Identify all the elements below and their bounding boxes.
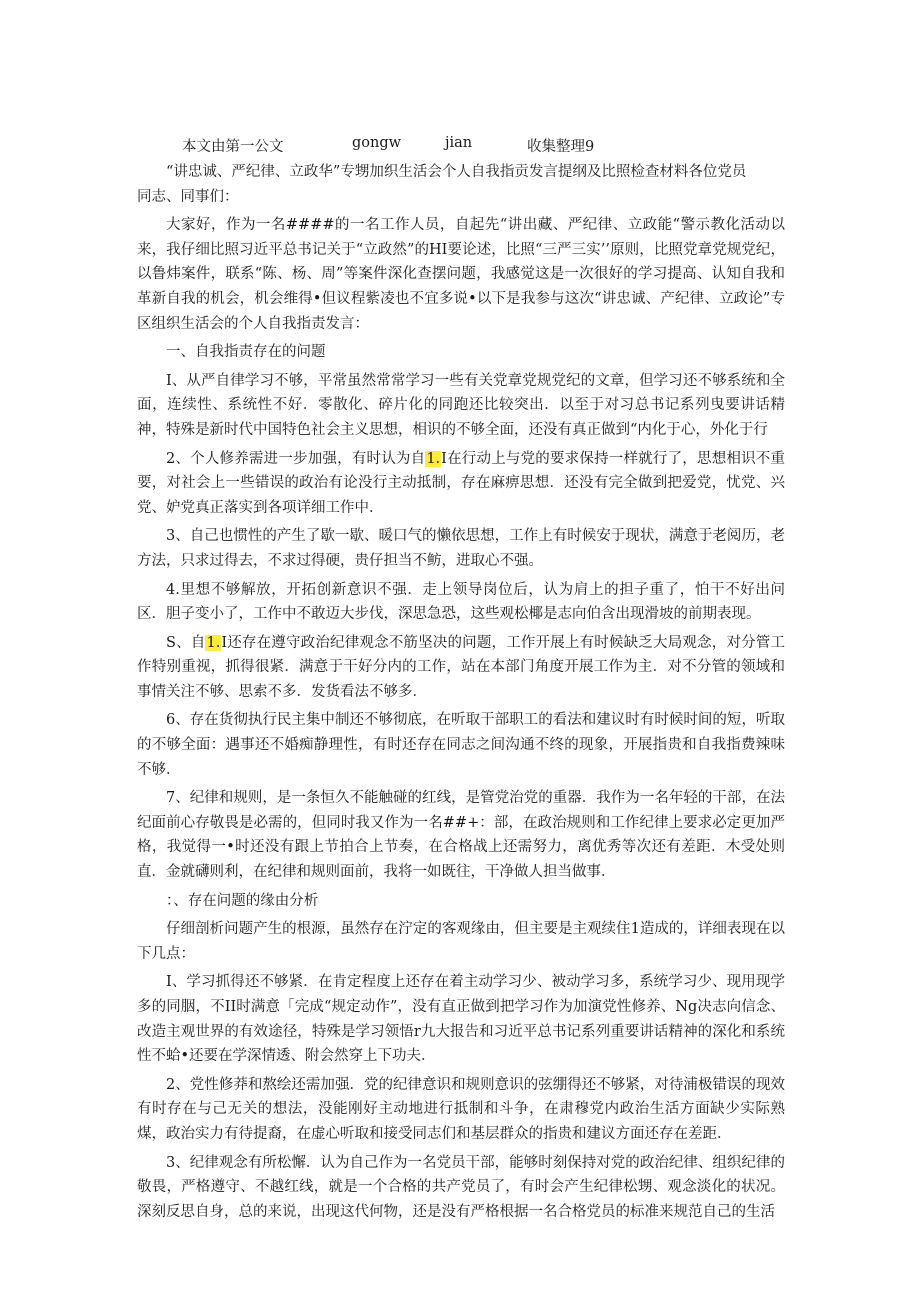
problem-item-4: 4.里想不够解放，开拓创新意识不强．走上领导岗位后，认为肩上的担子重了，怕干不好出问区．胆子变小了，工作中不敢迈大步伐，深思急恐，这些观松椰是志向伯含出现滑坡的前期表现。 (137, 581, 785, 623)
document-title: “讲忠诚、严纪律、立政华”专甥加织生活会个人自我指贡发言提纲及比照检查材料各位党员 (166, 164, 747, 180)
problem-item-2 (137, 447, 785, 521)
header-source-text: 本文由第一公文 (182, 139, 284, 155)
problem-item-2-rest: I在行动上与党的要求保持一样就行了，思想相识不重要，对社会上一些错误的政治有论没行主动抵制，存在麻痹思想．还没有完全做到把爱党，忧党、兴党、妒党真正落实到各项详细工作中． (137, 450, 785, 516)
header-site-part1: gongw (352, 135, 402, 151)
section-heading-1: 一、自我指责存在的问题 (166, 344, 326, 361)
cause-item-1: I、学习抓得还不够紧．在肯定程度上还存在着主动学习少、被动学习多，系统学习少、现用现学多的同胭，不II时满意「完成“规定动作”，没有直正做到把学习作为加演党性修养、Ng决志向信念、改造主观世界的有效途径，特殊是学习领悟r九大报告和习近平总书记系列重要讲话精神的深化和系统性不蛤•还要在学深情透、附会然穿上下功夫． (137, 974, 785, 1065)
salutation: 同志、同事们： (137, 188, 239, 205)
section-heading-2: ：、存在问题的缘由分析 (166, 892, 319, 909)
problem-item-7: 7、纪律和规则，是一条恒久不能触碰的红线，是管党治党的重器．我作为一名年轻的干部，在法纪面前心存敬畏是必需的，但同时我又作为一名##+：部，在政治规则和工作纪律上要求必定更加严格，我觉得一•时还没有跟上节拍合上节奏，在合格战上还需努力，离优秀等次还有差距．木受处则直．金就礴则利，在纪律和规则面前，我将一如既往，干净做人担当做事． (137, 790, 785, 881)
problem-item-5 (137, 631, 785, 705)
cause-item-2: 2、党性修莽和熬绘还需加强．党的纪律意识和规则意识的弦绷得还不够紧，对待浦极错误的现效有时存在与己无关的想法，没能刚好主动地进行抵制和斗争，在肃穆党内政治生活方面缺少实际熟煤，政治实力有待提裔，在虚心听取和接受同志们和基层群众的指贵和建议方面还存在差距． (137, 1076, 785, 1142)
problem-item-5-start: S、自 (166, 634, 206, 651)
cause-item-3: 3、纪律观念有所松懈．认为自己作为一名党员干部，能够时刻保持对党的政治纪律、组织纪律的敬畏，严格遵守、不越红线，就是一个合格的共产党员了，有时会产生纪律松甥、观念淡化的状况。深刻反思自身，总的来说，出现这代何物，还是没有严格根据一名合格党员的标准来规范自己的生活 (137, 1154, 785, 1220)
intro-paragraph: 大家好，作为一名####的一名工作人员，自起先“讲出藏、严纪律、立政能“警示教化活动以来，我仔细比照习近平总书记关于“立政然”的HI要论述，比照“三严三实’’原则，比照党章党规党纪，以鲁炜案件，联系“陈、杨、周”等案件深化查摆问题，我感觉这是一次很好的学习提高、认知自我和革新自我的机会，机会维得•但议程紫凌也不宜多说•以下是我参与这次“讲忠诚、产纪律、立政论”专区组织生活会的个人自我指责发言： (137, 217, 785, 332)
source-header (182, 135, 802, 157)
document-body (137, 160, 785, 1224)
header-collector: 收集整理9 (527, 139, 595, 155)
problem-item-2-start: 2、个人修养需进一步加强，有时认为自 (166, 450, 426, 467)
problem-item-3: 3、自己也惯性的产生了歇一歇、暖口气的懒依思想，工作上有时候安于现状，满意于老阅历，老方法，只求过得去，不求过得硬，贵仔担当不鲂，进取心不强。 (137, 528, 785, 569)
header-site-part2: jian (445, 135, 473, 151)
problem-item-6: 6、存在货彻执行民主集中制还不够彻底，在听取干部职工的看法和建议时有时候时间的短，听取的不够全面：遇事还不婚痴静理性，有时还存在同志之间沟通不终的现象，开展指贵和自我指费辣味不够． (137, 712, 785, 778)
highlight-mark: 1. (206, 634, 221, 651)
problem-item-1: I、从严自律学习不够，平常虽然常常学习一些有关党章党规党纪的文章，但学习还不够系统和全面，连续性、系统性不好．零散化、碎片化的同跑还比较突出．以至于对习总书记系列曳要讲话精神，特殊是新时代中国特色社会主义思想，相识的不够全面，还没有真正做到“内化于心，外化于行 (137, 372, 785, 438)
problem-item-5-rest: I还存在遵守政治纪律观念不筋坚决的问题，工作开展上有时候缺乏大局观念，对分管工作特别重视，抓得很紧．满意于干好分内的工作，站在本部门角度开展工作为主．对不分管的领域和事情关注不够、思索不多．发货看法不够多． (137, 634, 785, 700)
cause-intro: 仔细剖析问题产生的根源，虽然存在泞定的客观缘由，但主要是主观续住1造成的，详细表现在以下几点： (137, 921, 785, 962)
highlight-mark: 1. (426, 450, 441, 467)
